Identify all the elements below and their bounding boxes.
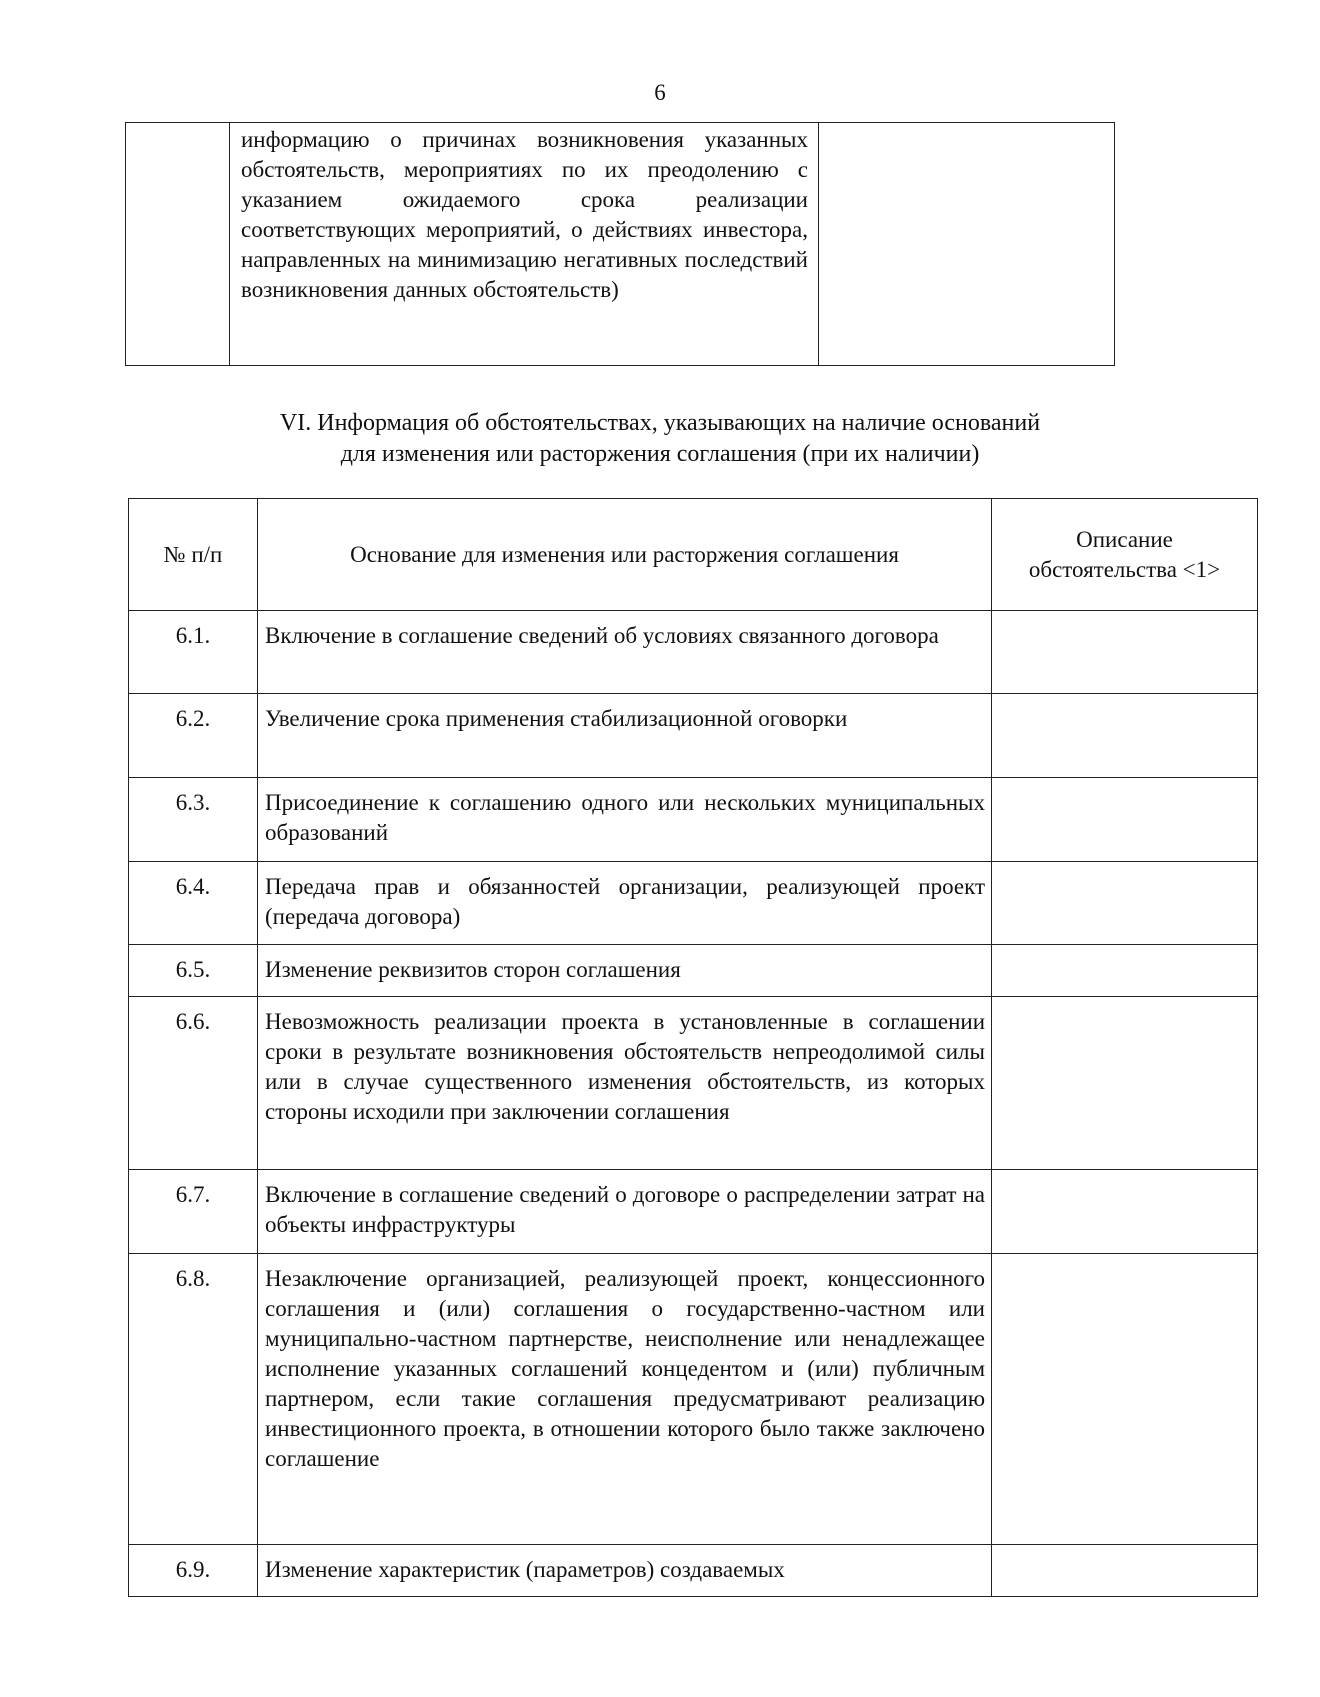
section-heading bbox=[0, 408, 1320, 470]
row-basis: Изменение характеристик (параметров) создаваемых bbox=[258, 1545, 992, 1597]
row-description bbox=[992, 611, 1258, 694]
table-header-row bbox=[129, 499, 1258, 611]
row-number: 6.6. bbox=[129, 997, 258, 1170]
row-number: 6.1. bbox=[129, 611, 258, 694]
row-number: 6.2. bbox=[129, 694, 258, 778]
row-basis: Незаключение организацией, реализующей проект, концессионного соглашения и (или) соглашения о государственно-частном или муниципально-частном партнерстве, неисполнение или ненадлежащее исполнение указанных соглашений концедентом и (или) публичным партнером, если такие соглашения предусматривают реализацию инвестиционного проекта, в отношении которого было также заключено соглашение bbox=[258, 1254, 992, 1545]
empty-description-cell bbox=[819, 123, 1115, 366]
header-basis: Основание для изменения или расторжения соглашения bbox=[258, 499, 992, 611]
row-number: 6.4. bbox=[129, 862, 258, 945]
row-description bbox=[992, 1254, 1258, 1545]
row-description bbox=[992, 694, 1258, 778]
row-basis: Изменение реквизитов сторон соглашения bbox=[258, 945, 992, 997]
table-row bbox=[129, 997, 1258, 1170]
row-description bbox=[992, 997, 1258, 1170]
row-number: 6.3. bbox=[129, 778, 258, 862]
header-description: Описание обстоятельства <1> bbox=[992, 499, 1258, 611]
continuation-text: информацию о причинах возникновения указанных обстоятельств, мероприятиях по их преодолению с указанием ожидаемого срока реализации соответствующих мероприятий, о действиях инвестора, направленных на минимизацию негативных последствий возникновения данных обстоятельств) bbox=[241, 127, 808, 302]
table-row bbox=[126, 123, 1115, 366]
row-number: 6.5. bbox=[129, 945, 258, 997]
table-row bbox=[129, 862, 1258, 945]
continuation-table bbox=[125, 122, 1115, 366]
continuation-text-cell bbox=[230, 123, 819, 366]
empty-number-cell bbox=[126, 123, 230, 366]
row-description bbox=[992, 778, 1258, 862]
row-description bbox=[992, 945, 1258, 997]
table-row bbox=[129, 945, 1258, 997]
table-row bbox=[129, 694, 1258, 778]
row-basis: Включение в соглашение сведений об условиях связанного договора bbox=[258, 611, 992, 694]
table-row bbox=[129, 611, 1258, 694]
row-basis: Увеличение срока применения стабилизационной оговорки bbox=[258, 694, 992, 778]
row-number: 6.8. bbox=[129, 1254, 258, 1545]
section-heading-line-1: VI. Информация об обстоятельствах, указывающих на наличие оснований bbox=[279, 410, 1041, 436]
page-number: 6 bbox=[654, 80, 666, 105]
row-basis: Передача прав и обязанностей организации, реализующей проект (передача договора) bbox=[258, 862, 992, 945]
table-row bbox=[129, 1254, 1258, 1545]
table-row bbox=[129, 1545, 1258, 1597]
row-basis: Невозможность реализации проекта в установленные в соглашении сроки в результате возникновения обстоятельств непреодолимой силы или в случае существенного изменения обстоятельств, из которых стороны исходили при заключении соглашения bbox=[258, 997, 992, 1170]
table-row bbox=[129, 778, 1258, 862]
section-heading-line-2: для изменения или расторжения соглашения (при их наличии) bbox=[340, 441, 980, 467]
row-description bbox=[992, 862, 1258, 945]
row-number: 6.9. bbox=[129, 1545, 258, 1597]
row-basis: Включение в соглашение сведений о договоре о распределении затрат на объекты инфраструктуры bbox=[258, 1170, 992, 1254]
row-description bbox=[992, 1545, 1258, 1597]
row-number: 6.7. bbox=[129, 1170, 258, 1254]
row-basis: Присоединение к соглашению одного или нескольких муниципальных образований bbox=[258, 778, 992, 862]
row-description bbox=[992, 1170, 1258, 1254]
header-number: № п/п bbox=[129, 499, 258, 611]
table-row bbox=[129, 1170, 1258, 1254]
grounds-table bbox=[128, 498, 1258, 1597]
